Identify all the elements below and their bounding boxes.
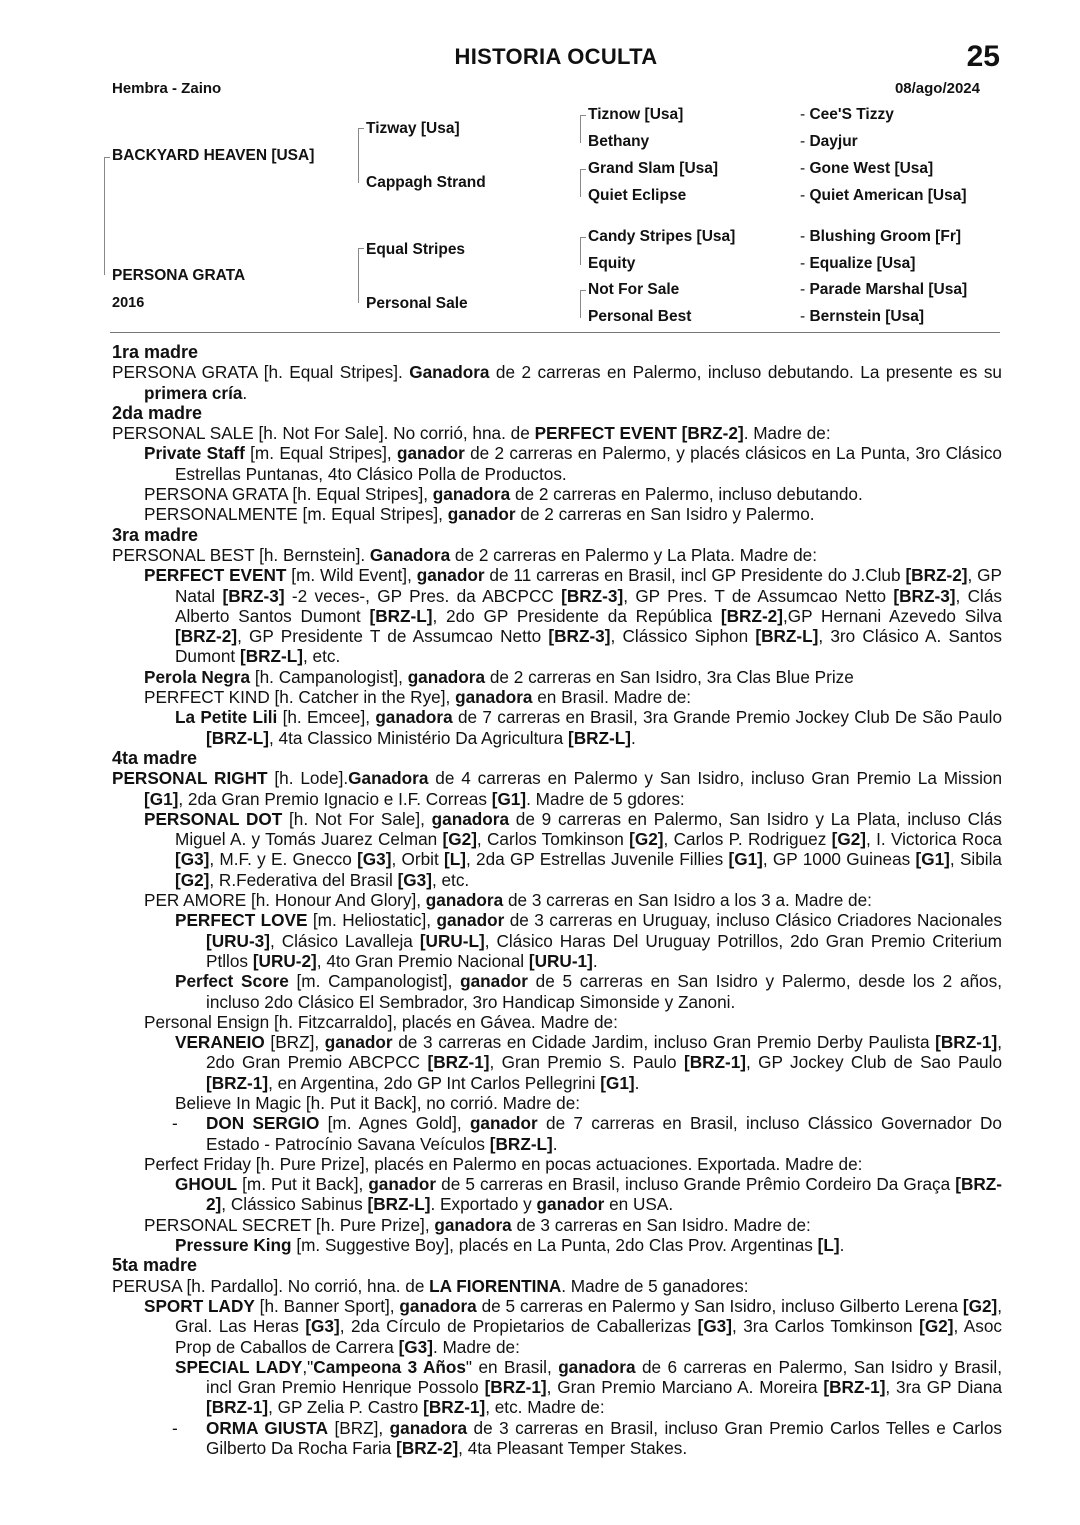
pedigree-entry: La Petite Lili [h. Emcee], ganadora de 7 carreras en Brasil, 3ra Grande Premio Jockey Club De São Paulo [BRZ-L], 4ta Classico Ministério Da Agricultura [BRZ-L]. [175,707,1003,748]
bracket [580,290,586,291]
pedigree-entry: PERSONA GRATA [h. Equal Stripes], ganadora de 2 carreras en Palermo, incluso debutando. [144,484,863,505]
section-title: 3ra madre [112,524,199,545]
pedigree-g3: Bethany [588,133,650,150]
pedigree-entry: GHOUL [m. Put it Back], ganador de 5 carreras en Brasil, incluso Grande Prêmio Cordeiro Da Graça [BRZ-2], Clássico Sabinus [BRZ-L]. Exportado y ganador en USA. [175,1174,1002,1215]
pedigree-year: 2016 [112,295,145,311]
pedigree-entry: SPORT LADY [h. Banner Sport], ganadora de 5 carreras en Palermo y San Isidro, incluso Gilberto Lerena [G2], Gral. Las Heras [G3], 2da Círculo de Propietarios de Caballerizas [G3], 3ra Carlos Tomkinson [G2], Asoc Prop de Caballos de Carrera [G3]. Madre de: [144,1295,1003,1357]
pedigree-g2: Cappagh Strand [366,174,486,191]
bracket [358,128,364,129]
pedigree-entry: PERSONAL DOT [h. Not For Sale], ganadora de 9 carreras en Palermo, San Isidro y La Plata, incluso Clás Miguel A. y Tomás Juarez Celman [G2], Carlos Tomkinson [G2], Carlos P. Rodriguez [G2], I. Victorica Roca [G3], M.F. y E. Gnecco [G3], Orbit [L], 2da GP Estrellas Juvenile Fillies [G1], GP 1000 Guineas [G1], Sibila [G2], R.Federativa del Brasil [G3], etc. [144,808,1002,890]
pedigree-g3: Candy Stripes [Usa] [588,228,736,245]
pedigree-entry: PERUSA [h. Pardallo]. No corrió, hna. de LA FIORENTINA. Madre de 5 ganadores: [112,1275,749,1296]
pedigree-entry: Perfect Score [m. Campanologist], ganador de 5 carreras en San Isidro y Palermo, desde los 2 años, incluso 2do Clásico El Sembrador, 3ro Handicap Simonside y Zanoni. [175,971,1002,1012]
bracket [580,290,581,318]
section-title: 1ra madre [112,342,199,362]
pedigree-entry: PERSONAL SALE [h. Not For Sale]. No corrió, hna. de PERFECT EVENT [BRZ-2]. Madre de: [112,423,831,444]
pedigree-g3: Tiznow [Usa] [588,106,684,123]
pedigree-entry: PER AMORE [h. Honour And Glory], ganadora de 3 carreras en San Isidro a los 3 a. Madre de: [144,890,872,911]
page-title: HISTORIA OCULTA [454,44,658,69]
pedigree-entry: Believe In Magic [h. Put it Back], no corrió. Madre de: [175,1092,581,1113]
pedigree-g4: Gone West [Usa] [809,160,934,177]
pedigree-entry: PERFECT LOVE [m. Heliostatic], ganador de 3 carreras en Uruguay, incluso Clásico Criadores Nacionales [URU-3], Clásico Lavalleja [URU-L], Clásico Haras Del Uruguay Potrillos, 2do Gran Premio Criterium Ptllos [URU-2], 4to Gran Premio Nacional [URU-1]. [175,910,1002,971]
pedigree-entry: - ORMA GIUSTA [BRZ], ganadora de 3 carreras en Brasil, incluso Gran Premio Carlos Telles e Carlos Gilberto Da Rocha Faria [BRZ-2], 4ta Pleasant Temper Stakes. [172,1417,1002,1459]
pedigree-entry: PERSONA GRATA [h. Equal Stripes]. Ganadora de 2 carreras en Palermo, incluso debutando. La presente es su primera cría. [112,362,1002,403]
pedigree-entry: PERFECT KIND [h. Catcher in the Rye], ganadora en Brasil. Madre de: [144,687,692,708]
pedigree-g4: Dayjur [809,133,858,150]
pedigree-entry: PERSONALMENTE [m. Equal Stripes], ganador de 2 carreras en San Isidro y Palermo. [144,504,815,525]
divider [110,332,1000,333]
lot-number: 25 [966,40,1000,73]
pedigree-g4: Parade Marshal [Usa] [809,281,968,298]
bracket [104,157,105,275]
pedigree-entry: - DON SERGIO [m. Agnes Gold], ganador de 7 carreras en Brasil, incluso Clássico Governador Do Estado - Patrocínio Savana Veículos [BRZ-L]. [172,1113,1002,1154]
bracket [580,115,581,143]
section-title: 2da madre [112,402,203,423]
bracket [104,157,110,158]
section-title: 5ta madre [112,1255,198,1276]
pedigree-entry: SPECIAL LADY,"Campeona 3 Años" en Brasil, ganadora de 6 carreras en Palermo, San Isidro y Brasil, incl Gran Premio Henrique Possolo [BRZ-1], Gran Premio Marciano A. Moreira [BRZ-1], 3ra GP Diana [BRZ-1], GP Zelia P. Castro [BRZ-1], etc. Madre de: [175,1356,1002,1418]
pedigree-entry: PERSONAL BEST [h. Bernstein]. Ganadora de 2 carreras en Palermo y La Plata. Madre de: [112,544,818,565]
pedigree-g4: Blushing Groom [Fr] [809,228,962,245]
pedigree-entry: Perfect Friday [h. Pure Prize], placés en Palermo en pocas actuaciones. Exportada. Madre de: [144,1153,863,1174]
pedigree-g4: Bernstein [Usa] [809,308,925,325]
pedigree-entry: Perola Negra [h. Campanologist], ganadora de 2 carreras en San Isidro, 3ra Clas Blue Prize [144,666,854,687]
pedigree-g4: Quiet American [Usa] [809,187,967,204]
sex-color: Hembra - Zaino [112,80,222,97]
pedigree-g4: Equalize [Usa] [809,255,916,272]
pedigree-g4: Cee'S Tizzy [809,106,894,123]
pedigree-entry: PERSONAL RIGHT [h. Lode].Ganadora de 4 carreras en Palermo y San Isidro, incluso Gran Premio La Mission [G1], 2da Gran Premio Ignacio e I.F. Correas [G1]. Madre de 5 gdores: [112,768,1003,809]
pedigree-entry: Personal Ensign [h. Fitzcarraldo], placés en Gávea. Madre de: [144,1011,618,1032]
pedigree-g2: Equal Stripes [366,241,466,258]
pedigree-g3: Personal Best [588,308,692,325]
pedigree-entry: Pressure King [m. Suggestive Boy], placés en La Punta, 2do Clas Prov. Argentinas [L]. [175,1235,845,1256]
pedigree-dam: PERSONA GRATA [112,267,246,284]
pedigree-entry: VERANEIO [BRZ], ganador de 3 carreras en Cidade Jardim, incluso Gran Premio Derby Paulista [BRZ-1], 2do Gran Premio ABCPCC [BRZ-1], Gran Premio S. Paulo [BRZ-1], GP Jockey Club de Sao Paulo [BRZ-1], en Argentina, 2do GP Int Carlos Pellegrini [G1]. [175,1032,1002,1093]
date: 08/ago/2024 [894,80,980,97]
bracket [580,169,586,170]
pedigree-entry: PERFECT EVENT [m. Wild Event], ganador de 11 carreras en Brasil, incl GP Presidente do J.Club [BRZ-2], GP Natal [BRZ-3] -2 veces-, GP Pres. da ABCPCC [BRZ-3], GP Pres. T de Assumcao Netto [BRZ-3], Clás Alberto Santos Dumont [BRZ-L], 2do GP Presidente da República [BRZ-2],GP Hernani Azevedo Silva [BRZ-2], GP Presidente T de Assumcao Netto [BRZ-3], Clássico Siphon [BRZ-L], 3ro Clásico A. Santos Dumont [BRZ-L], etc. [144,565,1003,667]
bracket [580,237,586,238]
bracket [358,248,364,249]
bracket [358,128,359,183]
bracket [580,237,581,265]
pedigree-entry: Private Staff [m. Equal Stripes], ganador de 2 carreras en Palermo, y placés clásicos en La Punta, 3ro Clásico Estrellas Puntanas, 4to Clásico Polla de Productos. [144,443,1002,484]
pedigree-g2: Personal Sale [366,295,468,312]
bracket [580,115,586,116]
pedigree-g3: Not For Sale [588,281,680,298]
bracket [580,169,581,197]
pedigree-g3: Quiet Eclipse [588,187,687,204]
pedigree-g3: Grand Slam [Usa] [588,160,719,177]
pedigree-entry: PERSONAL SECRET [h. Pure Prize], ganadora de 3 carreras en San Isidro. Madre de: [144,1214,811,1235]
pedigree-g3: Equity [588,255,636,272]
family-history [112,342,1002,1458]
pedigree-sire: BACKYARD HEAVEN [USA] [112,147,315,164]
section-title: 4ta madre [112,747,198,768]
pedigree-g2: Tizway [Usa] [366,120,460,137]
bracket [358,248,359,303]
